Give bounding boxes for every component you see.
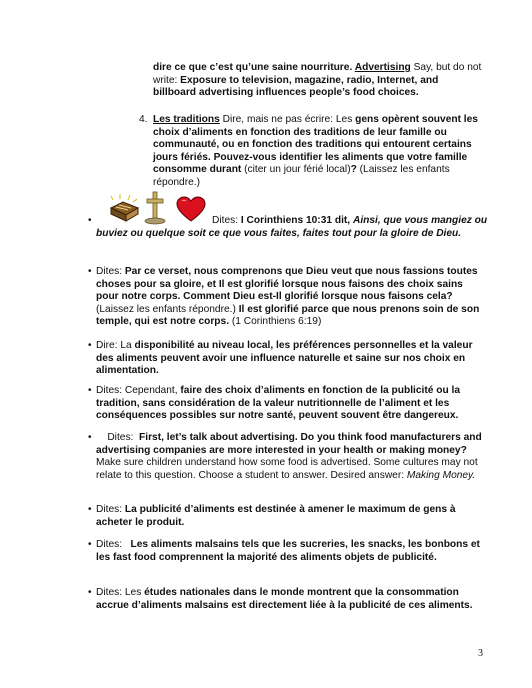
list-item-traditions <box>139 114 483 190</box>
traditions-bold2: ? <box>350 164 360 176</box>
advertising-question: First, let’s talk about advertising. Do you think food manufacturers and advertising companies are more interested in your health or making money? <box>96 432 482 456</box>
glory-reference: (1 Corinthiens 6:19) <box>229 316 322 328</box>
traditions-paren1: (citer un jour férié local) <box>244 164 351 176</box>
desired-answer: Making Money. <box>406 469 476 481</box>
advertising-label: Advertising <box>354 62 411 73</box>
bullet-dot: • <box>88 432 92 443</box>
bullet-dot: • <box>88 539 92 550</box>
bullet-dot: • <box>88 266 92 277</box>
bullet-corinthians <box>88 215 488 240</box>
bullet-prefix: Dites: <box>96 266 125 277</box>
bullet-dot: • <box>88 504 92 515</box>
studies-bold: études nationales dans le monde montrent que la consommation accrue d’aliments malsains est directement liée à la publicité de ces aliments. <box>96 587 473 611</box>
bible-reference: I Corinthiens 10:31 dit, <box>240 215 353 226</box>
bullet-prefix: Dites: <box>96 539 131 550</box>
bullet-prefix: Dites: Cependant, <box>96 385 181 396</box>
traditions-bold: gens opèrent souvent les choix d’aliments en fonction des traditions de leur famille ou communauté, ou en fonction des traditions qui entourent certains jours fériés. Pouvez-vous identifier les aliments que votre famille consomme durant <box>153 114 478 176</box>
advertising-paragraph <box>153 62 483 100</box>
availability-bold: disponibilité au niveau local, les préférences personnelles et la valeur des aliments peuvent avoir une influence naturelle et saine sur nos choix en alimentation. <box>96 340 473 377</box>
bullet-prefix: Dites: <box>96 504 125 515</box>
traditions-plain: Dire, mais ne pas écrire: Les <box>219 114 356 125</box>
bullet-prefix: Dites: <box>212 215 241 226</box>
bullet-dot: • <box>88 385 92 396</box>
traditions-label: Les traditions <box>153 114 220 125</box>
bullet-glory <box>88 266 488 329</box>
bullet-prefix: Dites: Les <box>96 587 145 598</box>
bible-verse: Ainsi, que vous mangiez ou buviez ou quelque soit ce que vous faites, faites tout pour la gloire de Dieu. <box>96 215 488 239</box>
page-number: 3 <box>478 648 483 659</box>
bullet-however <box>88 385 488 423</box>
bullet-dot: • <box>88 215 92 226</box>
glory-bold1: Par ce verset, nous comprenons que Dieu veut que nous fassions toutes choses pour sa gloire, et Il est glorifié lorsque nous faisons des choix sains pour notre corps. Comment Dieu est-Il glorifié lorsque nous faisons cela? <box>96 266 478 303</box>
advertising-note: Make sure children understand how some food is advertised. Some cultures may not relate to this question. Choose a student to answer. Desired answer: <box>96 457 478 481</box>
unhealthy-bold: Les aliments malsains tels que les sucreries, les snacks, les bonbons et les fast food comprennent la majorité des aliments objets de publicité. <box>96 539 480 563</box>
glory-bold2: Il est glorifié parce que nous prenons soin de son temple, qui est notre corps. <box>96 303 480 328</box>
food-ads-bold: La publicité d’aliments est destinée à amener le maximum de gens à acheter le produit. <box>96 504 456 528</box>
bullet-prefix: Dire: La <box>96 340 135 351</box>
bullet-dot: • <box>88 587 92 598</box>
traditions-paren2: (Laissez les enfants répondre.) <box>153 164 450 188</box>
bullet-studies <box>88 587 488 612</box>
bullet-unhealthy-foods <box>88 539 488 564</box>
advertising-bold-text: Exposure to television, magazine, radio, Internet, and billboard advertising influences people’s food choices. <box>153 74 439 99</box>
advertising-instruction: Say, but do not write: <box>153 62 482 86</box>
list-number: 4. <box>139 114 148 125</box>
however-bold: faire des choix d’aliments en fonction de la publicité ou la tradition, sans considération de la valeur nutritionnelle de l’aliment et les conséquences possibles sur notre santé, peuvent souvent être dangereux. <box>96 385 461 422</box>
bullet-food-ads <box>88 504 488 529</box>
bullet-dot: • <box>88 340 92 351</box>
bullet-first-advertising <box>88 432 488 482</box>
bullet-prefix: Dites: <box>96 432 140 443</box>
advertising-lead: dire ce que c’est qu’une saine nourriture. <box>153 62 355 73</box>
bullet-availability <box>88 340 488 378</box>
glory-paren: (Laissez les enfants répondre.) <box>96 303 236 315</box>
